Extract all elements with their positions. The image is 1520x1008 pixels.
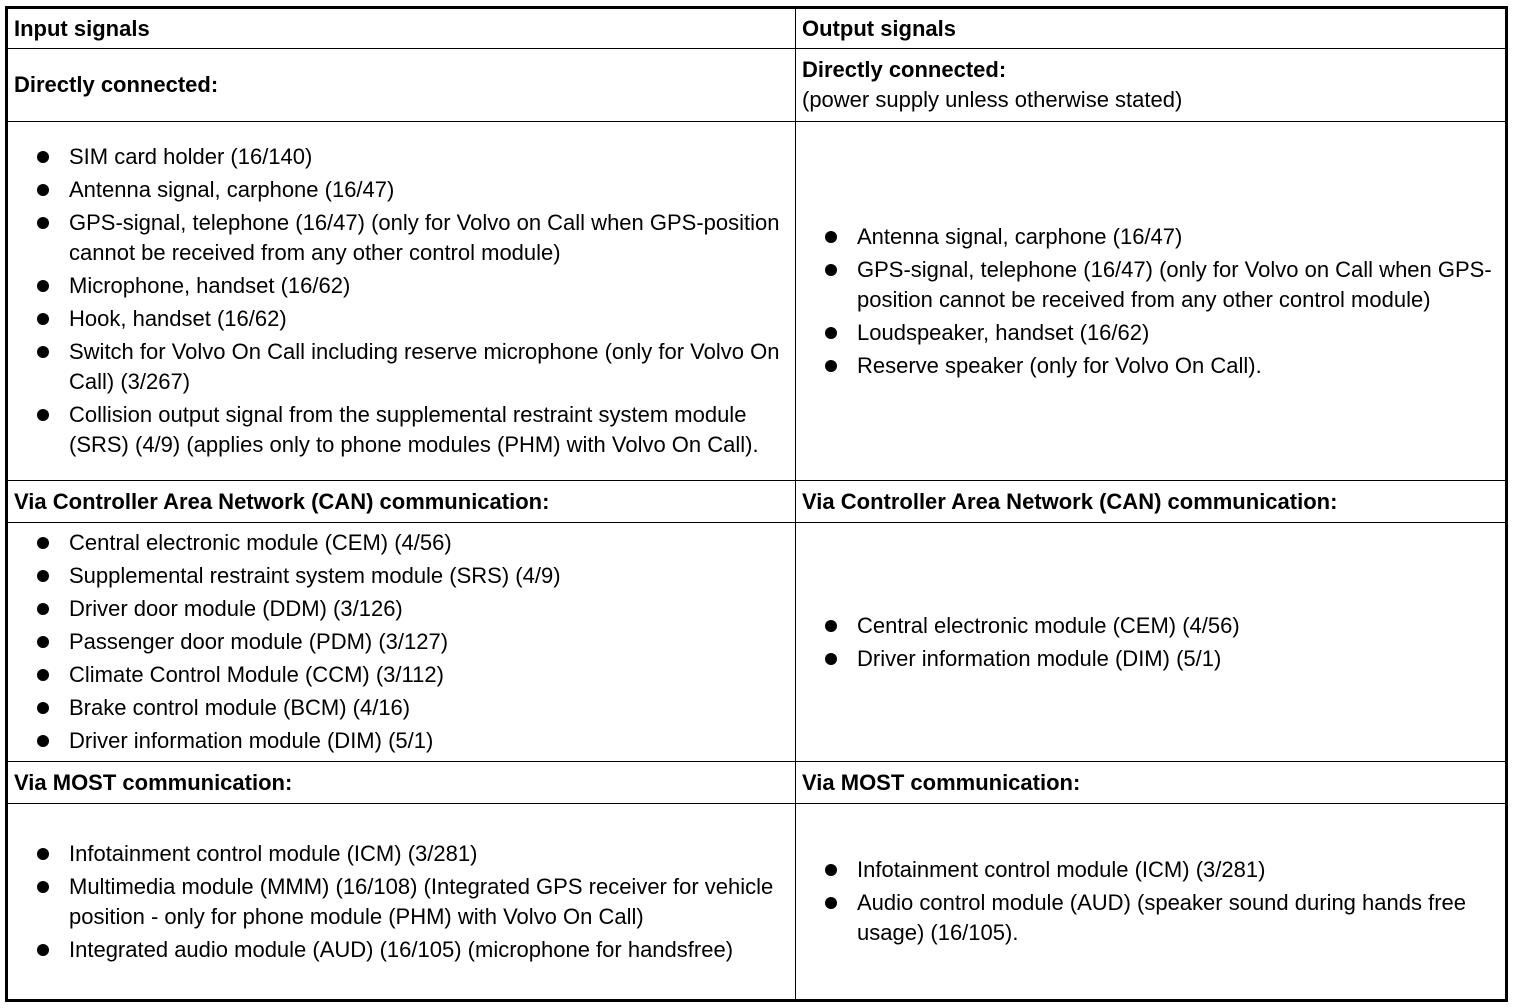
list-item: [34, 142, 789, 172]
list-item: [34, 839, 789, 869]
list-item: [822, 255, 1499, 315]
section-items-row: [7, 804, 1507, 1001]
bullet-icon: [825, 360, 837, 372]
list-item-text: Infotainment control module (ICM) (3/281): [69, 840, 478, 866]
section-heading-row: [7, 762, 1507, 804]
input-items-cell: [7, 122, 796, 481]
output-section-heading: [796, 49, 1507, 122]
header-row: [7, 8, 1507, 49]
output-section-heading-title: Directly connected:: [802, 57, 1007, 82]
bullet-icon: [825, 653, 837, 665]
list-item: [34, 594, 789, 624]
bullet-icon: [825, 231, 837, 243]
bullet-icon: [825, 897, 837, 909]
output-section-subheading: (power supply unless otherwise stated): [802, 87, 1183, 112]
bullet-icon: [37, 702, 49, 714]
bullet-icon: [37, 636, 49, 648]
list-item-text: Brake control module (BCM) (4/16): [69, 695, 411, 720]
bullet-icon: [37, 537, 49, 549]
list-item-text: Driver door module (DDM) (3/126): [69, 596, 403, 621]
list-item: [34, 627, 789, 657]
list-item-text: GPS-signal, telephone (16/47) (only for Volvo on Call when GPS-position cannot be received from any other control module): [69, 210, 780, 265]
list-item: [34, 660, 789, 690]
output-items-cell: [796, 523, 1507, 762]
list-item: [34, 872, 789, 932]
list-item: [34, 726, 789, 756]
list-item-text: Antenna signal, carphone (16/47): [857, 223, 1183, 249]
list-item-text: Reserve speaker (only for Volvo On Call).: [857, 352, 1262, 378]
list-item-text: Antenna signal, carphone (16/47): [69, 177, 395, 202]
list-item-text: Audio control module (AUD) (speaker sound during hands free usage) (16/105).: [857, 890, 1466, 945]
list-item-text: Microphone, handset (16/62): [69, 273, 351, 298]
list-item: [822, 855, 1499, 885]
list-item: [34, 528, 789, 558]
bullet-list: [802, 222, 1499, 381]
output-section-heading: Via Controller Area Network (CAN) communication:: [796, 481, 1507, 523]
bullet-icon: [825, 864, 837, 876]
input-items-cell: [7, 804, 796, 1001]
output-items-cell: [796, 122, 1507, 481]
list-item-text: Central electronic module (CEM) (4/56): [857, 612, 1240, 638]
list-item: [822, 888, 1499, 948]
bullet-icon: [825, 264, 837, 276]
list-item: [34, 304, 789, 334]
list-item: [34, 337, 789, 397]
bullet-icon: [825, 620, 837, 632]
list-item: [34, 693, 789, 723]
list-item-text: Supplemental restraint system module (SRS) (4/9): [69, 563, 561, 588]
list-item-text: Loudspeaker, handset (16/62): [857, 319, 1150, 345]
bullet-icon: [37, 570, 49, 582]
list-item: [822, 611, 1499, 641]
list-item-text: Collision output signal from the supplemental restraint system module (SRS) (4/9) (applies only to phone modules (PHM) with Volvo On Call).: [69, 402, 759, 457]
list-item-text: Driver information module (DIM) (5/1): [69, 728, 434, 753]
bullet-icon: [37, 848, 49, 860]
list-item: [822, 318, 1499, 348]
list-item: [822, 222, 1499, 252]
list-item: [34, 208, 789, 268]
list-item-text: Central electronic module (CEM) (4/56): [69, 530, 452, 555]
bullet-icon: [37, 280, 49, 292]
list-item-text: Driver information module (DIM) (5/1): [857, 645, 1222, 671]
list-item-text: Switch for Volvo On Call including reserve microphone (only for Volvo On Call) (3/267): [69, 339, 780, 394]
bullet-icon: [37, 184, 49, 196]
bullet-icon: [37, 409, 49, 421]
list-item-text: Integrated audio module (AUD) (16/105) (microphone for handsfree): [69, 936, 734, 962]
list-item-text: Infotainment control module (ICM) (3/281): [857, 857, 1266, 882]
bullet-icon: [825, 327, 837, 339]
input-items-cell: [7, 523, 796, 762]
bullet-icon: [37, 735, 49, 747]
list-item: [34, 935, 789, 965]
bullet-icon: [37, 313, 49, 325]
bullet-icon: [37, 346, 49, 358]
bullet-list: [802, 855, 1499, 948]
section-items-row: [7, 523, 1507, 762]
list-item: [822, 644, 1499, 674]
bullet-list: [14, 142, 789, 460]
output-items-cell: [796, 804, 1507, 1001]
list-item: [34, 175, 789, 205]
bullet-icon: [37, 151, 49, 163]
list-item: [34, 561, 789, 591]
output-section-heading: Via MOST communication:: [796, 762, 1507, 804]
bullet-icon: [37, 669, 49, 681]
bullet-list: [14, 528, 789, 756]
bullet-list: [802, 611, 1499, 674]
list-item-text: GPS-signal, telephone (16/47) (only for Volvo on Call when GPS-position cannot be received from any other control module): [857, 256, 1492, 312]
list-item-text: SIM card holder (16/140): [69, 144, 313, 169]
input-section-heading: Directly connected:: [7, 49, 796, 122]
list-item: [34, 271, 789, 301]
input-signals-header: Input signals: [7, 8, 796, 49]
list-item: [34, 400, 789, 460]
list-item: [822, 351, 1499, 381]
section-heading-row: [7, 481, 1507, 523]
section-heading-row: [7, 49, 1507, 122]
list-item-text: Hook, handset (16/62): [69, 306, 287, 331]
list-item-text: Multimedia module (MMM) (16/108) (Integrated GPS receiver for vehicle position - only for phone module (PHM) with Volvo On Call): [69, 873, 774, 929]
bullet-list: [14, 839, 789, 965]
list-item-text: Climate Control Module (CCM) (3/112): [69, 662, 444, 687]
list-item-text: Passenger door module (PDM) (3/127): [69, 629, 449, 654]
input-section-heading: Via Controller Area Network (CAN) communication:: [7, 481, 796, 523]
bullet-icon: [37, 217, 49, 229]
signals-table: [5, 6, 1508, 1002]
bullet-icon: [37, 881, 49, 893]
bullet-icon: [37, 603, 49, 615]
bullet-icon: [37, 944, 49, 956]
input-section-heading: Via MOST communication:: [7, 762, 796, 804]
section-items-row: [7, 122, 1507, 481]
output-signals-header: Output signals: [796, 8, 1507, 49]
